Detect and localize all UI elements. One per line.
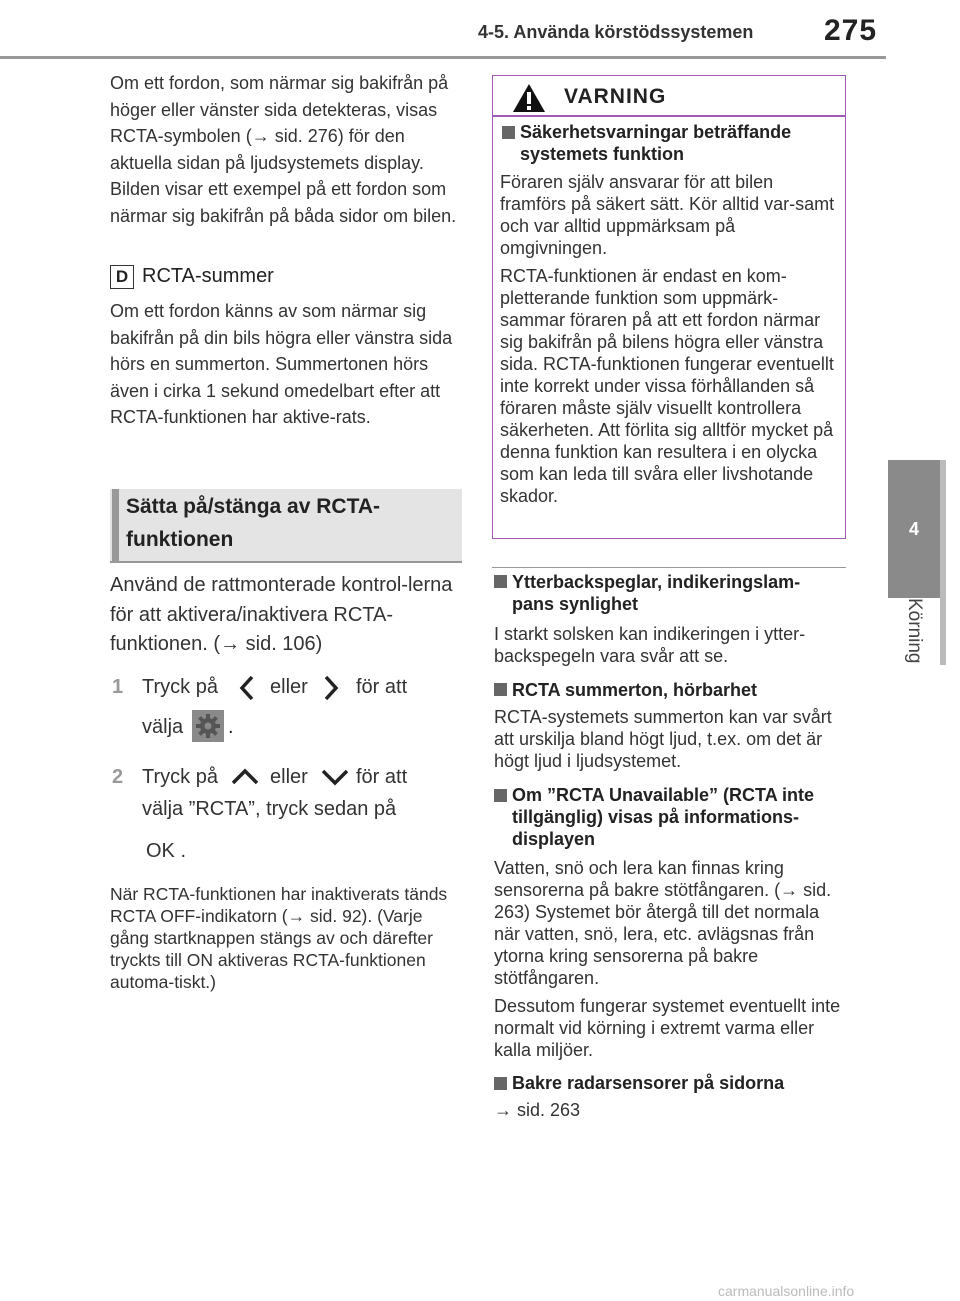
warning-heading: Säkerhetsvarningar beträffande systemets funktion: [520, 122, 792, 164]
ok-button-label: OK .: [146, 840, 187, 862]
unavailable-paragraph-2: Dessutom fungerar systemet eventuellt inte normalt vid körning i extremt varma eller kalla miljöer.: [494, 996, 841, 1060]
mirror-heading: Ytterbackspeglar, indikeringslam-pans synlighet: [512, 572, 801, 614]
chevron-right-icon: [318, 674, 342, 702]
chevron-up-icon: [228, 766, 262, 788]
radar-reference: → sid. 263: [494, 1100, 581, 1120]
section-heading-title: Sätta på/stänga av RCTA-funktionen: [126, 495, 380, 551]
footer-watermark: carmanualsonline.info: [718, 1283, 855, 1299]
chapter-tab-text: Körning: [904, 598, 925, 664]
section-header-title: 4-5. Använda körstödssystemen: [478, 22, 754, 42]
warning-triangle-icon: [512, 83, 546, 113]
warning-heading-square-icon: [502, 126, 515, 139]
warning-paragraph-2: RCTA-funktionen är endast en kom-pletterande funktion som uppmärk-sammar föraren på att ett fordon närmar sig bakifrån på bilens högra eller vänstra sida. RCTA-funktionen fungerar eventuellt inte korrekt under vissa förhållanden så föraren måste själv visuellt kontrollera säkerheten. Att förlita sig alltför mycket på denna funktion kan resultera i en olycka som kan leda till svåra eller livshotande skador.: [500, 266, 834, 506]
gear-icon: [192, 710, 224, 742]
radar-heading-square-icon: [494, 1077, 507, 1090]
radar-heading: Bakre radarsensorer på sidorna: [512, 1073, 785, 1093]
warning-header-divider: [492, 115, 846, 117]
buzzer-heading: RCTA summerton, hörbarhet: [512, 680, 758, 700]
rcta-off-paragraph: När RCTA-funktionen har inaktiverats tänds RCTA OFF-indikatorn (→ sid. 92). (Varje gång startknappen stängs av och därefter tryckts till ON aktiveras RCTA-funktionen automa-tiskt.): [110, 884, 448, 992]
unavailable-heading: Om ”RCTA Unavailable” (RCTA inte tillgänglig) visas på informations-displayen: [512, 785, 815, 849]
right-column-divider: [492, 567, 846, 568]
step-2-text-c: för att: [356, 766, 408, 788]
step-1-text-a: Tryck på: [142, 676, 218, 698]
buzzer-heading-square-icon: [494, 683, 507, 696]
step-1-text-c: för att: [356, 676, 408, 698]
step-2-text-a: Tryck på: [142, 766, 218, 788]
chevron-down-icon: [318, 766, 352, 788]
rcta-buzzer-title: RCTA-summer: [142, 265, 274, 287]
unavailable-paragraph-1: Vatten, snö och lera kan finnas kring sensorerna på bakre stötfångaren. (→ sid. 263) Systemet bör återgå till det normala när vatten, snö, lera, etc. avlägsnas från ytorna kring sensorerna på bakre stötfångaren.: [494, 858, 832, 988]
rcta-buzzer-text: Om ett fordon känns av som närmar sig bakifrån på din bils högra eller vänstra sida hörs en summerton. Summertonen hörs även i cirka 1 sekund omedelbart efter att RCTA-funktionen har aktive-rats.: [110, 301, 453, 427]
mirror-paragraph: I starkt solsken kan indikeringen i ytter-backspegeln vara svår att se.: [494, 624, 806, 666]
intro-paragraph: Om ett fordon, som närmar sig bakifrån på höger eller vänster sida detekteras, visas RCTA-symbolen (→ sid. 276) för den aktuella sidan på ljudsystemets display. Bilden visar ett exempel på ett fordon som närmar sig bakifrån på båda sidor om bilen.: [110, 73, 457, 226]
step-2-text-b: eller: [270, 766, 308, 788]
chapter-tab-number: 4: [888, 460, 940, 598]
section-heading-bar: [112, 489, 119, 561]
mirror-heading-square-icon: [494, 575, 507, 588]
buzzer-paragraph: RCTA-systemets summerton kan var svårt att urskilja bland högt ljud, t.ex. om det är högt ljud i ljudsystemet.: [494, 707, 832, 771]
step-2-text-d: välja ”RCTA”, tryck sedan på: [142, 798, 397, 820]
step-1-number: 1: [112, 676, 124, 698]
chapter-tab-edge: [940, 460, 946, 665]
chapter-tab-label: [888, 598, 940, 668]
step-1-text-d: välja: [142, 716, 184, 738]
label-d-box: D: [110, 265, 134, 289]
usage-paragraph: Använd de rattmonterade kontrol-lerna för att aktivera/inaktivera RCTA-funktionen. (→ sid. 106): [110, 574, 453, 655]
page-number: 275: [824, 14, 878, 47]
chevron-left-icon: [236, 674, 260, 702]
step-1-text-b: eller: [270, 676, 308, 698]
unavailable-heading-square-icon: [494, 789, 507, 802]
warning-paragraph-1: Föraren själv ansvarar för att bilen framförs på säkert sätt. Kör alltid var-samt och var alltid uppmärksam på omgivningen.: [500, 172, 835, 258]
step-2-number: 2: [112, 766, 124, 788]
header-divider: [0, 56, 886, 59]
warning-title: VARNING: [564, 85, 667, 108]
step-1-period: .: [228, 716, 234, 738]
